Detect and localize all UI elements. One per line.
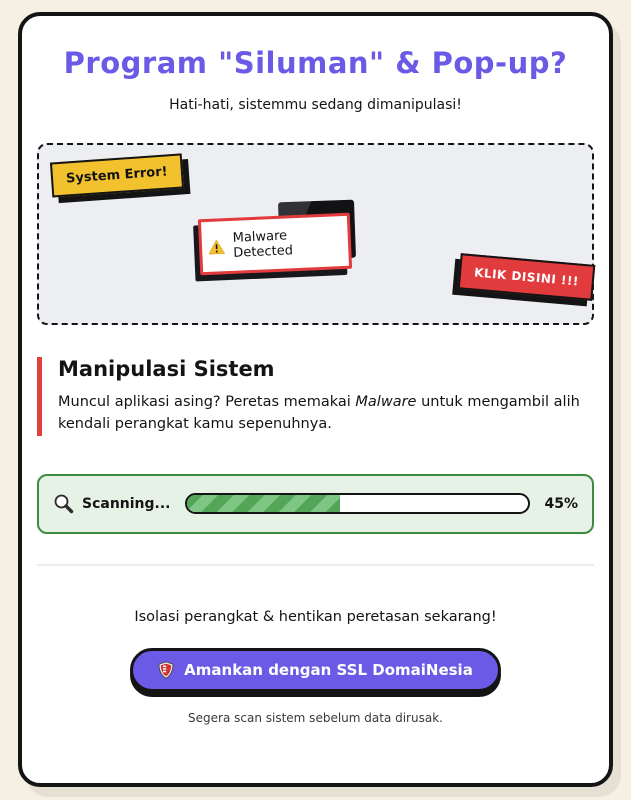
- section-heading: Manipulasi Sistem: [58, 357, 275, 381]
- divider: [37, 564, 594, 566]
- section-body: [58, 391, 588, 436]
- progress-bar: [185, 493, 531, 514]
- magnifier-icon: [53, 493, 75, 515]
- cta-message: Isolasi perangkat & hentikan peretasan sekarang!: [134, 608, 497, 625]
- warning-triangle-icon: [208, 239, 226, 255]
- section-body-emphasis: Malware: [355, 394, 417, 410]
- cta-footnote: Segera scan sistem sebelum data dirusak.: [188, 710, 443, 725]
- malware-popup: [198, 213, 352, 276]
- page-subtitle: Hati-hati, sistemmu sedang dimanipulasi!: [169, 97, 462, 113]
- system-error-sticker: System Error!: [50, 153, 184, 197]
- page-title: Program "Siluman" & Pop-up?: [63, 46, 568, 80]
- scan-status-panel: [37, 474, 594, 534]
- shield-icon: [158, 661, 174, 679]
- secure-ssl-button-label: Amankan dengan SSL DomaiNesia: [184, 660, 473, 679]
- progress-fill: [187, 495, 341, 512]
- section-body-end: untuk mengambil alih kendali perangkat kamu sepenuhnya.: [58, 394, 580, 433]
- manipulation-section: [37, 357, 594, 436]
- poster-card: [18, 12, 613, 787]
- malware-popup-label: Malware Detected: [232, 228, 294, 261]
- secure-ssl-button[interactable]: [130, 648, 501, 692]
- malware-illustration: [37, 143, 594, 325]
- klik-disini-sticker: KLIK DISINI !!!: [458, 253, 596, 301]
- section-body-start: Muncul aplikasi asing? Peretas memakai: [58, 394, 356, 410]
- scanning-label: Scanning...: [82, 495, 171, 512]
- progress-percent: 45%: [544, 495, 578, 512]
